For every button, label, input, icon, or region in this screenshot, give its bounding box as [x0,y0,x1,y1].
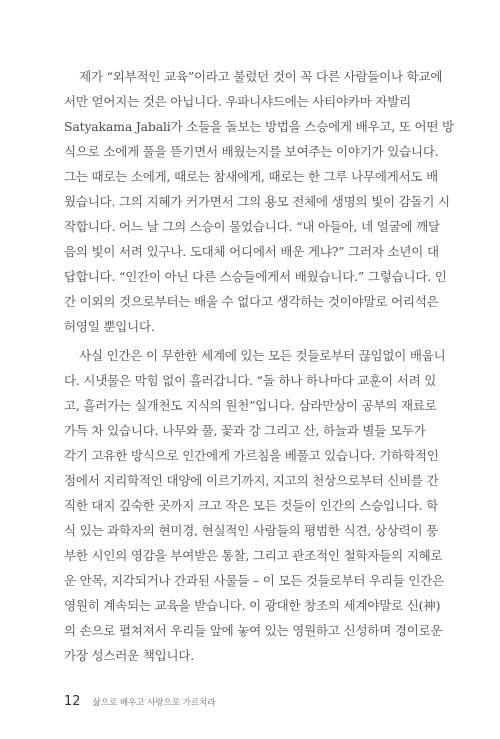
text-line: 답합니다. “인간이 아닌 다른 스승들에게서 배웠습니다.” 그렇습니다. 인 [64,269,447,284]
text-line: 그는 때로는 소에게, 때로는 참새에게, 때로는 한 그루 나무에게서도 배 [64,169,439,184]
text-line: 식 있는 과학자의 현미경, 현실적인 사람들의 평범한 식견, 상상력이 풍 [64,523,439,538]
text-line: 의 손으로 펼쳐져서 우리들 앞에 놓여 있는 영원하고 신성하며 경이로운 [64,623,443,638]
text-line: 직한 대지 깊숙한 곳까지 크고 작은 모든 것들이 인간의 스승입니다. 학 [64,498,439,513]
text-line: 가득 차 있습니다. 나무와 풀, 꽃과 강 그리고 산, 하늘과 별들 모두가 [64,423,426,438]
text-line: 고, 흘러가는 실개천도 지식의 원천”입니다. 삼라만상이 공부의 재료로 [64,398,437,413]
page-number: 12 [64,694,81,709]
text-line: 운 안목, 지각되거나 간과된 사물들 – 이 모든 것들로부터 우리들 인간은 [64,573,445,588]
paragraph-1 [64,64,454,339]
text-line: 점에서 지리학적인 대양에 이르기까지, 지고의 천상으로부터 신비를 간 [64,473,439,488]
text-line: 다. 시냇물은 막힘 없이 흘러갑니다. “돌 하나 하나마다 교훈이 서려 있 [64,373,437,388]
text-line: 사실 인간은 이 무한한 세계에 있는 모든 것들로부터 끊임없이 배웁니 [64,348,446,363]
text-line: 영원히 계속되는 교육을 받습니다. 이 광대한 창조의 세계야말로 신(神) [64,598,441,613]
text-line: 웠습니다. 그의 지혜가 커가면서 그의 용모 전체에 생명의 빛이 감돌기 시 [64,194,450,209]
text-line: 간 이외의 것으로부터는 배울 수 없다고 생각하는 것이야말로 어리석은 [64,294,439,309]
text-line: 가장 성스러운 책입니다. [64,648,195,663]
text-line: 서만 얻어지는 것은 아닙니다. 우파니샤드에는 사티야카마 자발리 [64,94,412,109]
text-line: Satyakama Jabali가 소들을 돌보는 방법을 스승에게 배우고, 또 어떤 방 [64,119,454,134]
text-line: 작합니다. 어느 날 그의 스승이 물었습니다. “내 아들아, 네 얼굴에 깨달 [64,219,440,234]
text-line: 각기 고유한 방식으로 인간에게 가르침을 베풀고 있습니다. 기하학적인 [64,448,439,463]
text-line: 제가 “외부적인 교육”이라고 불렀던 것이 꼭 다른 사람들이나 학교에 [64,69,443,84]
text-line: 허영일 뿐입니다. [64,319,155,334]
text-line: 음의 빛이 서려 있구나. 도대체 어디에서 배운 게냐?” 그러자 소년이 대 [64,244,439,259]
text-line: 부한 시인의 영감을 부여받은 통찰, 그리고 관조적인 철학자들의 지혜로 [64,548,443,563]
page-footer [64,694,216,710]
text-line: 식으로 소에게 풀을 뜯기면서 배웠는지를 보여주는 이야기가 있습니다. [64,144,439,159]
paragraph-2 [64,343,446,668]
running-title: 삶으로 배우고 사랑으로 가르치라 [92,698,216,708]
